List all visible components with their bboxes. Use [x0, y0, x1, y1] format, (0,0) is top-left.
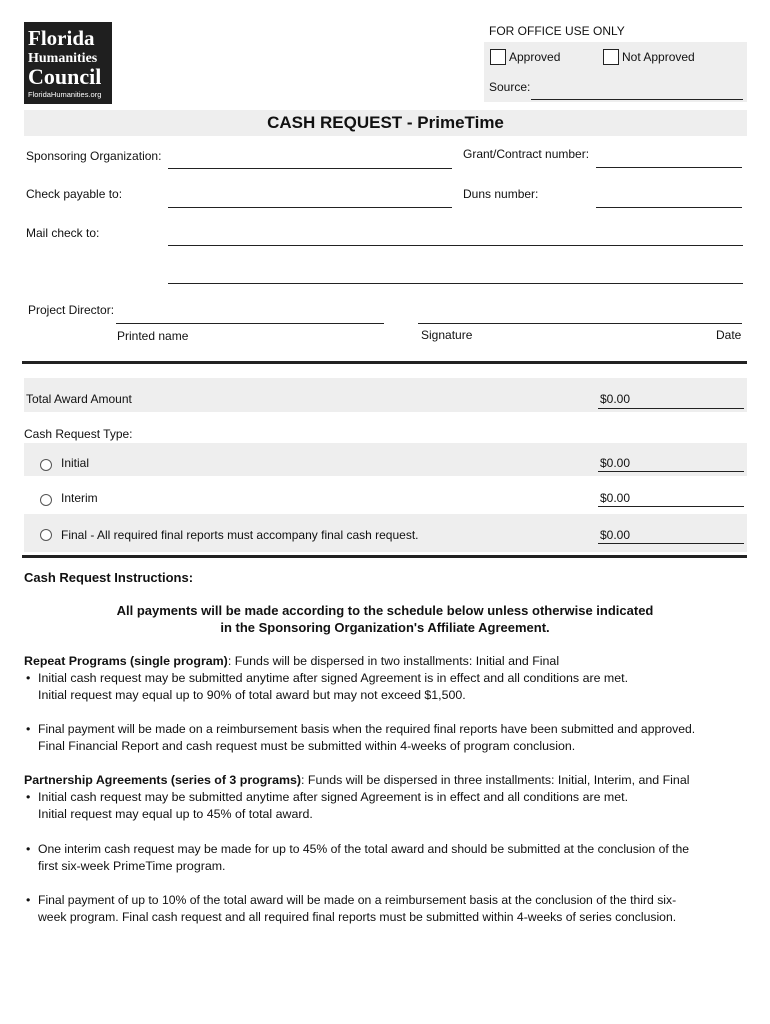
- partner-bullet-1-line-2: Initial request may equal up to 45% of total award.: [38, 807, 313, 821]
- logo-line-2: Humanities: [28, 51, 98, 66]
- check-payable-label: Check payable to:: [26, 187, 123, 201]
- printed-name-field[interactable]: [116, 323, 384, 324]
- office-use-heading: FOR OFFICE USE ONLY: [489, 24, 625, 38]
- bullet: •: [26, 722, 31, 736]
- initial-value[interactable]: $0.00: [600, 456, 631, 470]
- section-divider-bottom: [22, 555, 747, 558]
- notice-line-1: All payments will be made according to the schedule below unless otherwise indicated: [116, 603, 654, 618]
- duns-label: Duns number:: [463, 187, 539, 201]
- section-divider-top: [22, 361, 747, 364]
- interim-label: Interim: [61, 491, 98, 505]
- check-payable-field[interactable]: [168, 207, 452, 208]
- interim-underline: [598, 506, 744, 507]
- initial-radio[interactable]: [40, 459, 52, 471]
- repeat-programs-text: : Funds will be dispersed in two installments: Initial and Final: [227, 654, 560, 668]
- approved-checkbox[interactable]: [490, 49, 506, 65]
- total-award-label: Total Award Amount: [26, 392, 132, 406]
- instructions-heading: Cash Request Instructions:: [24, 570, 194, 585]
- signature-caption: Signature: [421, 328, 473, 342]
- mail-check-field-1[interactable]: [168, 245, 743, 246]
- source-label: Source:: [489, 80, 531, 94]
- grant-number-field[interactable]: [596, 167, 742, 168]
- total-award-value[interactable]: $0.00: [600, 392, 631, 406]
- bullet: •: [26, 790, 31, 804]
- bullet: •: [26, 671, 31, 685]
- source-field[interactable]: [531, 99, 743, 100]
- printed-name-caption: Printed name: [117, 329, 189, 343]
- repeat-bullet-1-line-1: Initial cash request may be submitted anytime after signed Agreement is in effect and all conditions are met.: [38, 671, 629, 685]
- repeat-bullet-1-line-2: Initial request may equal up to 90% of total award but may not exceed $1,500.: [38, 688, 466, 702]
- bullet: •: [26, 842, 31, 856]
- not-approved-checkbox[interactable]: [603, 49, 619, 65]
- partner-bullet-3-line-2: week program. Final cash request and all required final reports must be submitted within 4-weeks of series conclusion.: [38, 910, 677, 924]
- repeat-bullet-2-line-2: Final Financial Report and cash request must be submitted within 4-weeks of program conclusion.: [38, 739, 576, 753]
- not-approved-label: Not Approved: [622, 50, 695, 64]
- form-title: CASH REQUEST - PrimeTime: [24, 110, 747, 136]
- interim-value[interactable]: $0.00: [600, 491, 631, 505]
- logo-url: FloridaHumanities.org: [28, 90, 102, 99]
- date-caption: Date: [716, 328, 742, 342]
- repeat-bullet-2-line-1: Final payment will be made on a reimbursement basis when the required final reports have been submitted and approved.: [38, 722, 696, 736]
- repeat-programs-heading: Repeat Programs (single program): [24, 654, 228, 668]
- cash-request-type-label: Cash Request Type:: [24, 427, 133, 441]
- partnership-heading: Partnership Agreements (series of 3 programs): [24, 773, 302, 787]
- partner-bullet-2-line-1: One interim cash request may be made for up to 45% of the total award and should be submitted at the conclusion of the: [38, 842, 690, 856]
- bullet: •: [26, 893, 31, 907]
- approved-label: Approved: [509, 50, 561, 64]
- logo-line-1: Florida: [28, 26, 95, 50]
- repeat-programs-intro: [24, 653, 764, 670]
- total-award-row: [24, 378, 747, 412]
- notice-line-2: in the Sponsoring Organization's Affiliate Agreement.: [220, 620, 550, 635]
- project-director-label: Project Director:: [28, 303, 115, 317]
- final-underline: [598, 543, 744, 544]
- logo-line-3: Council: [28, 64, 102, 89]
- partnership-intro: [24, 772, 764, 789]
- total-award-underline: [598, 408, 744, 409]
- partnership-text: : Funds will be dispersed in three installments: Initial, Interim, and Final: [301, 773, 690, 787]
- final-radio[interactable]: [40, 529, 52, 541]
- duns-field[interactable]: [596, 207, 742, 208]
- mail-check-label: Mail check to:: [26, 226, 100, 240]
- signature-field[interactable]: [418, 323, 742, 324]
- florida-humanities-logo: [24, 22, 112, 104]
- partner-bullet-3-line-1: Final payment of up to 10% of the total award will be made on a reimbursement basis at the conclusion of the third six-: [38, 893, 677, 907]
- partner-bullet-1-line-1: Initial cash request may be submitted anytime after signed Agreement is in effect and all conditions are met.: [38, 790, 629, 804]
- final-value[interactable]: $0.00: [600, 528, 631, 542]
- partner-bullet-2-line-2: first six-week PrimeTime program.: [38, 859, 226, 873]
- sponsoring-org-field[interactable]: [168, 168, 452, 169]
- initial-label: Initial: [61, 456, 90, 470]
- mail-check-field-2[interactable]: [168, 283, 743, 284]
- grant-number-label: Grant/Contract number:: [463, 147, 590, 161]
- initial-underline: [598, 471, 744, 472]
- sponsoring-org-label: Sponsoring Organization:: [26, 149, 162, 163]
- interim-radio[interactable]: [40, 494, 52, 506]
- final-label: Final - All required final reports must accompany final cash request.: [61, 528, 419, 542]
